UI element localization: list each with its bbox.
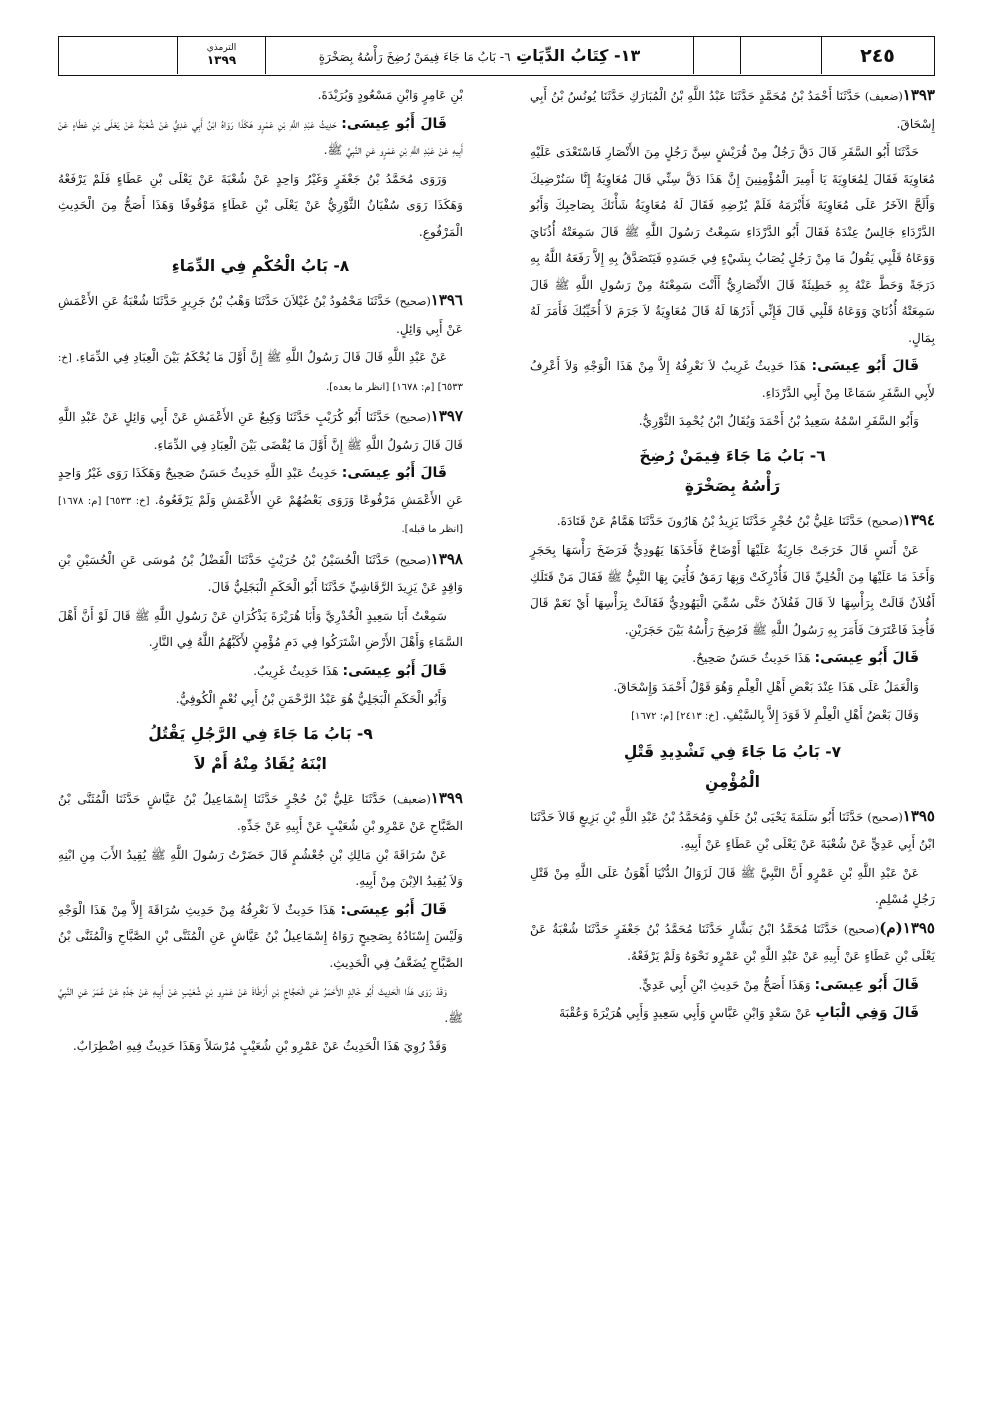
tirmidhi-comment — [58, 111, 463, 164]
header-empty-cell-1 — [693, 37, 740, 74]
header-empty-cell-left — [59, 37, 177, 74]
abu-isa-label: قَالَ أَبُو عِيسَى: — [340, 901, 447, 918]
collection-label: الترمذي — [206, 43, 237, 54]
tirmidhi-comment — [58, 897, 463, 977]
hadith-number: ١٣٩٥(م) — [879, 918, 935, 937]
hadith-number: ١٣٩٧ — [430, 407, 463, 425]
hadith-matn: عَنْ أَنَسٍ قَالَ خَرَجَتْ جَارِيَةٌ عَلَيْهَا أَوْضَاحٌ فَأَخَذَهَا يَهُودِيٌّ فَرَضَخَ رَأْسَهَا بِحَجَرٍ وَأَخَذَ مَا عَلَيْهَا مِنَ الْحُلِيِّ قَالَ فَأُدْرِكَتْ وَبِهَا رَمَقٌ فَأُتِيَ بِهَا النَّبِيُّ ﷺ فَقَالَ مَنْ قَتَلَكِ أَفُلاَنٌ قَالَتْ بِرَأْسِهَا لاَ قَالَ فَفُلاَنٌ حَتَّى سُمِّيَ الْيَهُودِيُّ فَقَالَتْ بِرَأْسِهَا أَيْ نَعَمْ قَالَ فَأُخِذَ فَاعْتَرَفَ فَأَمَرَ بِهِ رَسُولُ اللَّهِ ﷺ فَرُضِخَ رَأْسُهُ بَيْنَ حَجَرَيْنِ. — [530, 543, 935, 637]
page-header — [58, 36, 935, 76]
scholars-note — [530, 702, 935, 731]
hadith-1393 — [530, 82, 935, 137]
reference: [خ: ٦٥٣٣] [م: ١٦٧٨] [انظر ما قبله]. — [58, 495, 463, 535]
abu-isa-label: قَالَ أَبُو عِيسَى: — [814, 976, 919, 993]
hadith-1399 — [58, 785, 463, 840]
comment-text: وَهَذَا أَصَحُّ مِنْ حَدِيثِ ابْنِ أَبِي عَدِيٍّ. — [638, 977, 815, 992]
isnad-text: حَدَّثَنَا أَحْمَدُ بْنُ مُحَمَّدٍ حَدَّثَنَا عَبْدُ اللَّهِ بْنُ الْمُبَارَكِ حَدَّثَنَا يُونُسُ بْنُ أَبِي إِسْحَاقَ. — [530, 89, 935, 131]
matn-text: عَنْ عَبْدِ اللَّهِ قَالَ قَالَ رَسُولُ اللَّهِ ﷺ إِنَّ أَوَّلَ مَا يُحْكَمُ بَيْنَ الْعِبَادِ فِي الدِّمَاءِ. — [75, 350, 447, 364]
left-column — [58, 82, 463, 1062]
tirmidhi-comment — [530, 972, 935, 999]
hadith-grade: (صحيح) — [867, 810, 903, 824]
reference: [خ: ٢٤١٣] [م: ١٦٧٢] — [631, 711, 719, 722]
chapter-heading-9 — [58, 719, 463, 779]
continued-text: بْنِ عَامِرٍ وَابْنِ مَسْعُودٍ وَبُرَيْدَةَ. — [317, 88, 463, 102]
chapter-heading-line: ٧- بَابُ مَا جَاءَ فِي تَشْدِيدِ قَتْلِ — [623, 742, 842, 761]
comment-text: هَذَا حَدِيثٌ غَرِيبٌ. — [253, 663, 343, 678]
page-number: ٢٤٥ — [860, 44, 895, 67]
hadith-grade: (صحيح) — [395, 411, 431, 424]
header-page-number-cell — [821, 37, 933, 74]
chapter-heading-7 — [530, 737, 935, 797]
narrator-note: وَأَبُو السَّفَرِ اسْمُهُ سَعِيدُ بْنُ أَحْمَدَ وَيُقَالُ ابْنُ يُحْمِدَ الثَّوْرِيُّ. — [638, 414, 919, 428]
hadith-grade: (صحيح) — [395, 295, 431, 308]
hadith-number: ١٣٩٨ — [430, 549, 463, 568]
comment-text: عَنْ سَعْدٍ وَابْنِ عَبَّاسٍ وَأَبِي سَعِيدٍ وَأَبِي هُرَيْرَةَ وَعُقْبَةَ — [559, 1006, 816, 1020]
hadith-grade: (صحيح) — [395, 553, 431, 567]
fil-bab-label: قَالَ وَفِي الْبَابِ — [815, 1005, 919, 1021]
hadith-1398 — [58, 546, 463, 601]
fil-bab-note — [530, 1000, 935, 1027]
hadith-number: ١٣٩٥ — [902, 806, 935, 825]
book-title-line — [319, 46, 640, 65]
isnad-text: حَدَّثَنَا عَلِيُّ بْنُ حُجْرٍ حَدَّثَنَا إِسْمَاعِيلُ بْنُ عَيَّاشٍ حَدَّثَنَا الْمُثَنَّى بْنُ الصَّبَّاحِ عَنْ عَمْرِو بْنِ شُعَيْبٍ عَنْ أَبِيهِ عَنْ جَدِّهِ. — [58, 791, 463, 833]
chapter-ref: ٦- بَابُ مَا جَاءَ فِيمَنْ رُضِخَ رَأْسُهُ بِصَخْرَةٍ — [318, 50, 511, 64]
abu-isa-label: قَالَ أَبُو عِيسَى: — [811, 358, 919, 374]
comment-text: هَذَا حَدِيثٌ لاَ نَعْرِفُهُ مِنْ حَدِيثِ سُرَاقَةَ إِلاَّ مِنْ هَذَا الْوَجْهِ وَلَيْسَ إِسْنَادُهُ بِصَحِيحٍ رَوَاهُ إِسْمَاعِيلُ بْنُ عَيَّاشٍ عَنِ الْمُثَنَّى بْنِ الصَّبَّاحِ وَالْمُثَنَّى بْنُ الصَّبَّاحِ يُضَعَّفُ فِي الْحَدِيثِ. — [58, 902, 463, 970]
book-title: ١٣- كِتَابُ الدِّيَاتِ — [516, 46, 641, 65]
hadith-1394 — [530, 507, 935, 536]
tirmidhi-comment — [530, 353, 935, 406]
abu-isa-label: قَالَ أَبُو عِيسَى: — [342, 662, 447, 679]
isnad-text: حَدَّثَنَا الْحُسَيْنُ بْنُ حُرَيْثٍ حَدَّثَنَا الْفَضْلُ بْنُ مُوسَى عَنِ الْحُسَيْنِ بْنِ وَاقِدٍ عَنْ يَزِيدَ الرَّقَاشِيِّ حَدَّثَنَا أَبُو الْحَكَمِ الْبَجَلِيُّ قَالَ. — [58, 552, 463, 594]
comment-text: حَدِيثُ عَبْدِ اللَّهِ حَدِيثٌ حَسَنٌ صَحِيحٌ وَهَكَذَا رَوَى غَيْرُ وَاحِدٍ عَنِ الأَعْمَشِ مَرْفُوعًا وَرَوَى بَعْضُهُمْ عَنِ الأَعْمَشِ وَلَمْ يَرْفَعُوهُ. — [58, 466, 463, 507]
hadith-1396 — [58, 287, 463, 342]
hadith-number: ١٣٩٣ — [902, 86, 935, 104]
hadith-matn — [58, 344, 463, 401]
narrator-note: وَأَبُو الْحَكَمِ الْبَجَلِيُّ هُوَ عَبْدُ الرَّحْمَنِ بْنُ أَبِي نُعْمٍ الْكُوفِيُّ. — [175, 692, 447, 706]
narration-note: وَرَوَى مُحَمَّدُ بْنُ جَعْفَرٍ وَغَيْرُ وَاحِدٍ عَنْ شُعْبَةَ عَنْ يَعْلَى بْنِ عَطَاءٍ فَلَمْ يَرْفَعْهُ وَهَكَذَا رَوَى سُفْيَانُ الثَّوْرِيُّ عَنْ يَعْلَى بْنِ عَطَاءٍ مَوْقُوفًا وَهَذَا أَصَحُّ مِنَ الْحَدِيثِ الْمَرْفُوعِ. — [58, 171, 463, 239]
hadith-range: ١٣٩٩ — [206, 52, 237, 67]
isnad-text: حَدَّثَنَا عَلِيُّ بْنُ حُجْرٍ حَدَّثَنَا يَزِيدُ بْنُ هَارُونَ حَدَّثَنَا هَمَّامٌ عَنْ قَتَادَةَ. — [556, 513, 868, 528]
header-title-cell — [265, 37, 693, 74]
reference: [خ: ٦٥٣٣] [م: ١٦٧٨] [انظر ما بعده]. — [58, 353, 463, 393]
header-collection-box — [177, 37, 265, 74]
abu-isa-label: قَالَ أَبُو عِيسَى: — [814, 650, 919, 666]
chapter-heading-line: رَأْسُهُ بِصَخْرَةٍ — [684, 476, 781, 495]
hadith-matn: عَنْ عَبْدِ اللَّهِ بْنِ عَمْرٍو أَنَّ النَّبِيَّ ﷺ قَالَ لَزَوَالُ الدُّنْيَا أَهْوَنُ عَلَى اللَّهِ مِنْ قَتْلِ رَجُلٍ مُسْلِمٍ. — [530, 865, 935, 906]
scholars-note: وَالْعَمَلُ عَلَى هَذَا عِنْدَ بَعْضِ أَهْلِ الْعِلْمِ وَهُوَ قَوْلُ أَحْمَدَ وَإِسْحَاقَ. — [613, 679, 919, 694]
chapter-heading-6 — [530, 441, 935, 501]
hadith-matn: عَنْ سُرَاقَةَ بْنِ مَالِكِ بْنِ جُعْشُمٍ قَالَ حَضَرْتُ رَسُولَ اللَّهِ ﷺ يُقِيدُ الأَبَ مِنِ ابْنِهِ وَلاَ يُقِيدُ الاِبْنَ مِنْ أَبِيهِ. — [58, 847, 463, 888]
chapter-heading-8 — [58, 251, 463, 281]
hadith-number: ١٣٩٩ — [430, 788, 463, 807]
chapter-heading-line: ٩- بَابُ مَا جَاءَ فِي الرَّجُلِ يَقْتُلُ — [148, 724, 373, 743]
comment-text: هَذَا حَدِيثٌ حَسَنٌ صَحِيحٌ. — [692, 651, 815, 665]
isnad-text: حَدَّثَنَا مَحْمُودُ بْنُ غَيْلاَنَ حَدَّثَنَا وَهْبُ بْنُ جَرِيرٍ حَدَّثَنَا شُعْبَةُ عَنِ الأَعْمَشِ عَنْ أَبِي وَائِلٍ. — [58, 294, 463, 336]
tirmidhi-comment — [530, 645, 935, 672]
chapter-heading-line: ٨- بَابُ الْحُكْمِ فِي الدِّمَاءِ — [171, 257, 350, 275]
tirmidhi-comment — [58, 460, 463, 544]
hadith-matn: سَمِعْتُ أَبَا سَعِيدٍ الْخُدْرِيَّ وَأَبَا هُرَيْرَةَ يَذْكُرَانِ عَنْ رَسُولِ اللَّهِ ﷺ قَالَ لَوْ أَنَّ أَهْلَ السَّمَاءِ وَأَهْلَ الأَرْضِ اشْتَرَكُوا فِي دَمِ مُؤْمِنٍ لأَكَبَّهُمُ اللَّهُ فِي النَّارِ. — [58, 608, 463, 649]
narration-note: وَقَدْ رُوِيَ هَذَا الْحَدِيثُ عَنْ عَمْرِو بْنِ شُعَيْبٍ مُرْسَلاً وَهَذَا حَدِيثٌ فِيهِ اضْطِرَابٌ. — [72, 1039, 447, 1053]
hadith-number: ١٣٩٤ — [902, 510, 935, 529]
hadith-1395m — [530, 915, 935, 970]
isnad-text: حَدَّثَنَا مُحَمَّدُ ابْنُ بَشَّارٍ حَدَّثَنَا مُحَمَّدُ بْنُ جَعْفَرٍ حَدَّثَنَا شُعْبَةُ عَنْ يَعْلَى بْنِ عَطَاءٍ عَنْ أَبِيهِ عَنْ عَبْدِ اللَّهِ بْنِ عَمْرٍو نَحْوَهُ وَلَمْ يَرْفَعْهُ. — [530, 921, 935, 963]
chapter-heading-line: ٦- بَابُ مَا جَاءَ فِيمَنْ رُضِخَ — [639, 446, 826, 465]
hadith-1395 — [530, 803, 935, 858]
abu-isa-label: قَالَ أَبُو عِيسَى: — [341, 115, 447, 132]
right-column — [530, 82, 935, 1029]
hadith-grade: (ضعيف) — [392, 792, 431, 806]
header-empty-cell-2 — [740, 37, 821, 74]
hadith-grade: (ضعيف) — [864, 90, 903, 103]
comment-text: هَذَا حَدِيثٌ غَرِيبٌ لاَ نَعْرِفُهُ إِلاَّ مِنْ هَذَا الْوَجْهِ وَلاَ أَعْرِفُ لأَبِي السَّفَرِ سَمَاعًا مِنْ أَبِي الدَّرْدَاءِ. — [530, 359, 935, 400]
hadith-grade: (صحيح) — [867, 514, 903, 528]
tirmidhi-comment — [58, 658, 463, 685]
hadith-number: ١٣٩٦ — [430, 291, 463, 309]
hadith-grade: (صحيح) — [843, 922, 880, 936]
hadith-1397 — [58, 403, 463, 458]
isnad-text: حَدَّثَنَا أَبُو كُرَيْبٍ حَدَّثَنَا وَكِيعٌ عَنِ الأَعْمَشِ عَنْ أَبِي وَائِلٍ عَنْ عَبْدِ اللَّهِ قَالَ قَالَ رَسُولُ اللَّهِ ﷺ إِنَّ أَوَّلَ مَا يُقْضَى بَيْنَ الْعِبَادِ فِي الدِّمَاءِ. — [58, 410, 463, 452]
isnad-text: حَدَّثَنَا أَبُو سَلَمَةَ يَحْيَى بْنُ خَلَفٍ وَمُحَمَّدُ بْنُ عَبْدِ اللَّهِ بْنِ بَزِيعٍ قَالاَ حَدَّثَنَا ابْنُ أَبِي عَدِيٍّ عَنْ شُعْبَةَ عَنْ يَعْلَى بْنِ عَطَاءٍ عَنْ أَبِيهِ. — [530, 809, 935, 851]
chapter-heading-line: ابْنَهُ يُقَادُ مِنْهُ أَمْ لاَ — [194, 754, 327, 773]
narration-note: وَقَدْ رَوَى هَذَا الْحَدِيثَ أَبُو خَالِدٍ الأَحْمَرُ عَنِ الْحَجَّاجِ بْنِ أَرْطَاةَ عَنْ عَمْرِو بْنِ شُعَيْبٍ عَنْ أَبِيهِ عَنْ جَدِّهِ عَنْ عُمَرَ عَنِ النَّبِيِّ ﷺ. — [58, 984, 463, 1025]
hadith-matn: حَدَّثَنَا أَبُو السَّفَرِ قَالَ دَقَّ رَجُلٌ مِنْ قُرَيْشٍ سِنَّ رَجُلٍ مِنَ الأَنْصَارِ فَاسْتَعْدَى عَلَيْهِ مُعَاوِيَةَ فَقَالَ لِمُعَاوِيَةَ يَا أَمِيرَ الْمُؤْمِنِينَ إِنَّ هَذَا دَقَّ سِنِّي قَالَ مُعَاوِيَةُ إِنَّا سَنُرْضِيكَ وَأَلَحَّ الآخَرُ عَلَى مُعَاوِيَةَ فَأَبْرَمَهُ فَلَمْ يُرْضِهِ فَقَالَ لَهُ مُعَاوِيَةُ شَأْنَكَ بِصَاحِبِكَ وَأَبُو الدَّرْدَاءِ جَالِسٌ عِنْدَهُ فَقَالَ أَبُو الدَّرْدَاءِ سَمِعْتُ رَسُولَ اللَّهِ ﷺ قَالَ سَمِعَتْهُ أُذُنَايَ وَوَعَاهُ قَلْبِي يَقُولُ مَا مِنْ رَجُلٍ يُصَابُ بِشَيْءٍ فِي جَسَدِهِ فَيَتَصَدَّقُ بِهِ إِلاَّ رَفَعَهُ اللَّهُ بِهِ دَرَجَةً وَحَطَّ عَنْهُ بِهِ خَطِيئَةً قَالَ الأَنْصَارِيُّ أَأَنْتَ سَمِعْتَهُ مِنْ رَسُولِ اللَّهِ ﷺ قَالَ سَمِعَتْهُ أُذُنَايَ وَوَعَاهُ قَلْبِي قَالَ فَإِنِّي أَذَرُهَا لَهُ قَالَ مُعَاوِيَةُ لاَ جَرَمَ لاَ أُخَيِّبُكَ فَأَمَرَ لَهُ بِمَالٍ. — [530, 145, 935, 345]
comment-text: حَدِيثُ عَبْدِ اللَّهِ بْنِ عَمْرٍو هَكَذَا رَوَاهُ ابْنُ أَبِي عَدِيٍّ عَنْ شُعْبَةَ عَنْ يَعْلَى بْنِ عَطَاءٍ عَنْ أَبِيهِ عَنْ عَبْدِ اللَّهِ بْنِ عَمْرٍو عَنِ النَّبِيِّ ﷺ. — [58, 116, 463, 157]
note-text: وَقَالَ بَعْضُ أَهْلِ الْعِلْمِ لاَ قَوَدَ إِلاَّ بِالسَّيْفِ. — [722, 708, 919, 722]
abu-isa-label: قَالَ أَبُو عِيسَى: — [341, 465, 447, 481]
book-page — [58, 36, 935, 1356]
chapter-heading-line: الْمُؤْمِنِ — [705, 772, 760, 791]
